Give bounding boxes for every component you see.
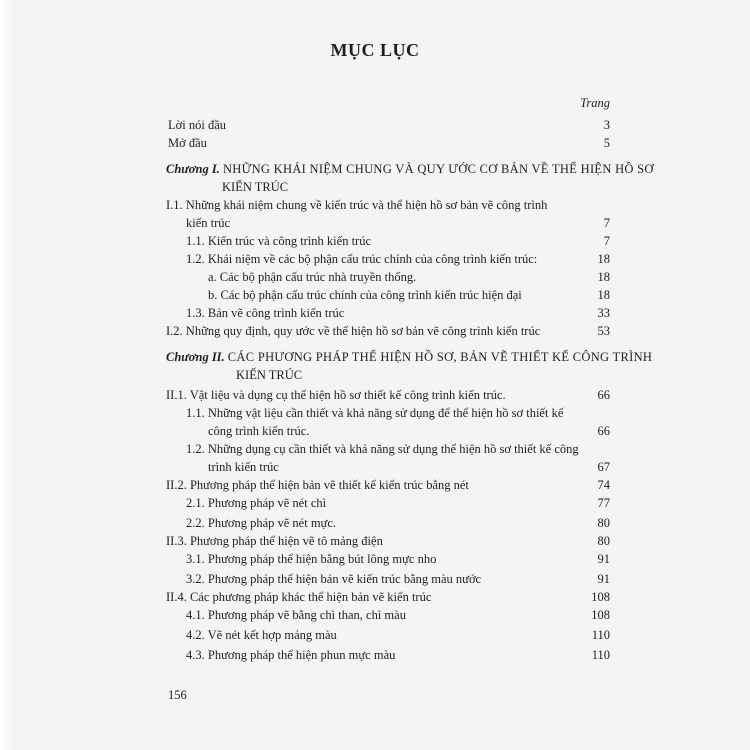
toc-entry-page: 33	[597, 306, 610, 320]
toc-entry-text-cont: trình kiến trúc	[208, 460, 279, 474]
toc-entry-text: 1.2. Khái niệm về các bộ phận cấu trúc chính của công trình kiến trúc:	[186, 252, 538, 266]
chapter-title-cont: KIẾN TRÚC	[236, 368, 303, 382]
toc-entry-page: 7	[603, 216, 610, 230]
chapter-title-cont: KIẾN TRÚC	[222, 180, 289, 194]
toc-entry-text: I.2. Những quy định, quy ước về thể hiện hồ sơ bản vẽ công trình kiến trúc	[166, 324, 541, 338]
chapter-label: Chương II.	[166, 350, 225, 364]
toc-entry-text: 2.1. Phương pháp vẽ nét chì	[186, 496, 327, 510]
toc-entry-page: 77	[597, 496, 610, 510]
toc-entry-page: 108	[591, 590, 610, 604]
toc-entry-text: 4.1. Phương pháp vẽ bằng chì than, chì màu	[186, 608, 406, 622]
toc-entry-page: 80	[597, 516, 610, 530]
toc-entry-page: 18	[597, 252, 610, 266]
toc-entry-text: 3.2. Phương pháp thể hiện bản vẽ kiến trúc bằng màu nước	[186, 572, 482, 586]
toc-entry-text: Mở đầu	[168, 136, 207, 150]
page-title: MỤC LỤC	[330, 40, 420, 60]
page-number: 156	[168, 688, 187, 702]
toc-entry-page: 110	[591, 628, 610, 642]
toc-entry-page: 110	[591, 648, 610, 662]
toc-entry-text: I.1. Những khái niệm chung về kiến trúc và thể hiện hồ sơ bản vẽ công trình	[166, 198, 548, 212]
toc-entry-text: 2.2. Phương pháp vẽ nét mực.	[186, 516, 336, 530]
toc-entry-text: 1.1. Những vật liệu cần thiết và khả năng sử dụng để thể hiện hồ sơ thiết kế	[186, 406, 564, 420]
chapter-heading	[166, 348, 652, 366]
toc-entry-text: 1.1. Kiến trúc và công trình kiến trúc	[186, 234, 372, 248]
toc-entry-page: 7	[603, 234, 610, 248]
toc-entry-text: b. Các bộ phận cấu trúc chính của công trình kiến trúc hiện đại	[208, 288, 522, 302]
toc-entry-page: 91	[597, 552, 610, 566]
toc-entry-text: II.2. Phương pháp thể hiện bản vẽ thiết kế kiến trúc bằng nét	[166, 478, 469, 492]
chapter-heading	[166, 160, 654, 178]
toc-entry-text: 1.2. Những dụng cụ cần thiết và khả năng sử dụng thể hiện hồ sơ thiết kế công	[186, 442, 579, 456]
toc-entry-page: 91	[597, 572, 610, 586]
chapter-label: Chương I.	[166, 162, 220, 176]
chapter-title: CÁC PHƯƠNG PHÁP THỂ HIỆN HỒ SƠ, BẢN VẼ THIẾT KẾ CÔNG TRÌNH	[227, 350, 653, 364]
toc-entry-text: 4.3. Phương pháp thể hiện phun mực màu	[186, 648, 396, 662]
toc-entry-page: 67	[597, 460, 610, 474]
chapter-title: NHỮNG KHÁI NIỆM CHUNG VÀ QUY ƯỚC CƠ BẢN VỀ THỂ HIỆN HỒ SƠ	[222, 162, 654, 176]
toc-entry-text: 4.2. Vẽ nét kết hợp mảng màu	[186, 628, 337, 642]
toc-entry-text: Lời nói đầu	[168, 118, 226, 132]
toc-entry-text: 1.3. Bản vẽ công trình kiến trúc	[186, 306, 345, 320]
toc-entry-page: 108	[591, 608, 610, 622]
toc-entry-page: 3	[603, 118, 610, 132]
toc-entry-text: II.3. Phương pháp thể hiện vẽ tô mảng điện	[166, 534, 383, 548]
toc-entry-page: 18	[597, 270, 610, 284]
toc-entry-text: 3.1. Phương pháp thể hiện bằng bút lông mực nho	[186, 552, 437, 566]
page-column-header: Trang	[580, 96, 610, 110]
toc-entry-text-cont: kiến trúc	[186, 216, 231, 230]
toc-entry-text: II.4. Các phương pháp khác thể hiện bản vẽ kiến trúc	[166, 590, 432, 604]
toc-entry-page: 66	[597, 424, 610, 438]
toc-entry-text-cont: công trình kiến trúc.	[208, 424, 310, 438]
toc-entry-page: 53	[597, 324, 610, 338]
toc-entry-text: a. Các bộ phận cấu trúc nhà truyền thống.	[208, 270, 417, 284]
toc-entry-page: 74	[597, 478, 610, 492]
toc-entry-page: 80	[597, 534, 610, 548]
toc-entry-page: 66	[597, 388, 610, 402]
toc-entry-text: II.1. Vật liệu và dụng cụ thể hiện hồ sơ thiết kế công trình kiến trúc.	[166, 388, 506, 402]
toc-entry-page: 18	[597, 288, 610, 302]
toc-entry-page: 5	[603, 136, 610, 150]
